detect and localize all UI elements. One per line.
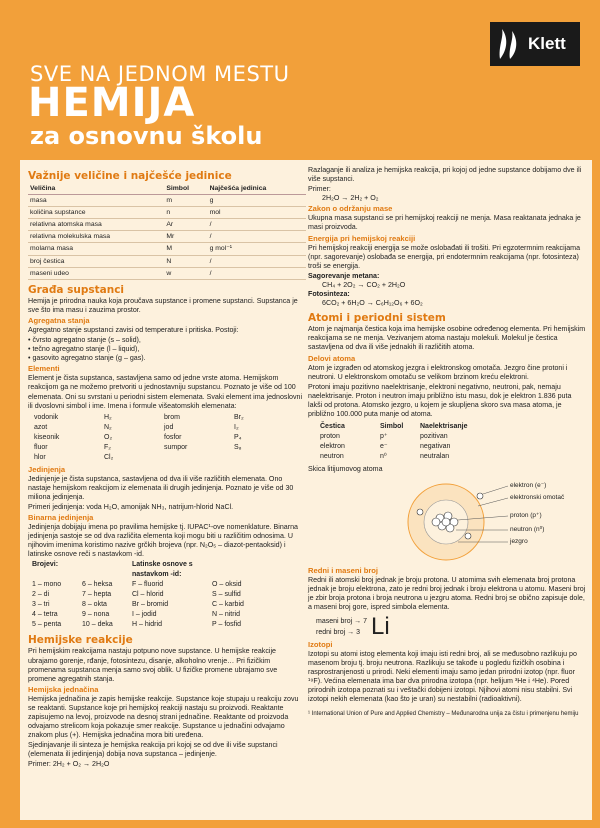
- cell: relativna atomska masa: [28, 219, 164, 231]
- grid-cell: N₂: [104, 423, 112, 431]
- table-row: [28, 231, 306, 243]
- synthesis-text: Sjedinjavanje ili sinteza je hemijska reakcija pri kojoj se od dve ili više supstanci (elemenata ili jedinjenja) dobija nova supstanca – jedinjenje.: [28, 741, 278, 759]
- parts-text-2: Protoni imaju pozitivno naelektrisanje, elektroni negativno, neutroni, pak, nemaju naelektrisanje. Proton i neutron imaju približno istu masu, dok je elektron 1.836 puta lakši od protona. Atomsko jezgro, u kojem je skupljena skoro sva masa atoma, je približno 100.000 puta manje od atoma.: [308, 382, 572, 418]
- parts-title: Delovi atoma: [308, 353, 356, 363]
- cell: proton: [320, 433, 340, 441]
- cell: neutron: [320, 453, 344, 461]
- photosynthesis-label: Fotosinteza:: [308, 290, 350, 299]
- numbers-header: Brojevi:: [32, 561, 59, 569]
- analysis-text: Razlaganje ili analiza je hemijska reakcija, pri kojoj od jedne supstance dobijamo dve ili više supstanci.: [308, 166, 582, 184]
- klett-logo-icon: [490, 22, 528, 66]
- label-neutron: neutron (n⁰): [510, 526, 545, 534]
- cell: S – sulfid: [212, 591, 241, 599]
- cell: masa: [28, 195, 164, 207]
- table-row: [28, 267, 306, 279]
- nuclide-notation: [316, 612, 586, 640]
- energy-title: Energija pri hemijskoj reakciji: [308, 233, 416, 243]
- grid-cell: azot: [34, 423, 48, 431]
- grid-cell: sumpor: [164, 443, 188, 451]
- cell: N: [164, 255, 207, 267]
- units-col-unit: Najčešća jedinica: [208, 183, 306, 195]
- atoms-title: Atomi i periodni sistem: [308, 312, 446, 325]
- elements-grid: [34, 413, 306, 463]
- cell: Br – bromid: [132, 601, 169, 609]
- label-shell: elektronski omotač: [510, 494, 565, 502]
- grid-cell: P₄: [234, 433, 242, 441]
- grid-cell: brom: [164, 413, 180, 421]
- cell: /: [208, 219, 306, 231]
- compounds-title: Jedinjenja: [28, 464, 66, 474]
- label-nucleus: jezgro: [510, 538, 528, 546]
- page-title: HEMIJA: [28, 80, 196, 126]
- atoms-text: Atom je najmanja čestica koja ima hemijske osobine određenog elementa. Pri hemijskim reakcijama se ne menja. Vezivanjem atoma nastaju molekuli. Molekul je čestica sastavljena od dva ili više jednakih ili različitih atoma.: [308, 325, 586, 352]
- equation-title: Hemijska jednačina: [28, 684, 99, 694]
- matter-title: Građa supstanci: [28, 283, 125, 296]
- publisher-logo: [490, 22, 580, 66]
- cell: Cl – hlorid: [132, 591, 164, 599]
- cell: F – fluorid: [132, 581, 164, 589]
- cell: neutralan: [420, 453, 450, 461]
- table-row: [28, 219, 306, 231]
- label-electron: elektron (e⁻): [510, 482, 547, 490]
- cell: H – hidrid: [132, 621, 162, 629]
- cell: broj čestica: [28, 255, 164, 267]
- units-col-symbol: Simbol: [164, 183, 207, 195]
- cell: w: [164, 267, 207, 279]
- cell: 6 – heksa: [82, 581, 113, 589]
- cell: N – nitrid: [212, 611, 241, 619]
- cell: /: [208, 255, 306, 267]
- binary-text: Jedinjenja dobijaju imena po pravilima hemijske tj. IUPAC¹-ove nomenklature. Binarna jedinjenja sastoje se od dva različita elementa koji mogu biti u različitim odnosima. U njihovim imenima koristimo nazive grčkih brojeva (npr. N₂O₅ – diazot-pentaoksid) i latinske osnove reči s nastavkom -id.: [28, 523, 298, 559]
- content-panel: [20, 160, 592, 820]
- cell: relativna molekulska masa: [28, 231, 164, 243]
- logo-text: Klett: [528, 34, 566, 53]
- table-row: [28, 243, 306, 255]
- grid-cell: [234, 453, 294, 463]
- latin-header-blank: [212, 560, 292, 580]
- parts-text-1: Atom je izgrađen od atomskog jezgra i elektronskog omotača. Jezgro čine protoni i neutroni. U elektronskom omotaču se velikom brzinom kreću elektroni.: [308, 363, 568, 381]
- numbers-table: [32, 560, 306, 630]
- equation-text: Hemijska jednačina je zapis hemijske reakcije. Supstance koje stupaju u reakciju zovu se reaktanti. Supstance koje pri hemijskoj reakciji nastaju su proizvodi. Reaktante zapisujemo na levoj, proizvode na desnoj strani jednačine. Reaktante od proizvoda odvajamo strelicom koja pokazuje smer reakcije. Supstance u jednačini odvajamo znakom plus (+). Hemijska jednačina mora biti uređena.: [28, 694, 299, 740]
- synthesis-example: Primer: 2H₂ + O₂ → 2H₂O: [28, 760, 110, 769]
- cell: pozitivan: [420, 433, 448, 441]
- cell: elektron: [320, 443, 345, 451]
- mass-text: Redni ili atomski broj jednak je broju protona. U atomima svih elemenata broj protona jednak je broju elektrona, zato je redni broj jednak i broju elektrona u atomu. Maseni broj je zbir broja protona i broja neutrona u jezgru atoma. Redni broj se obično zapisuje dole, a maseni broj gore, ispred simbola elementa.: [308, 576, 586, 612]
- cell: 3 – tri: [32, 601, 50, 609]
- cell: n: [164, 207, 207, 219]
- cell: 8 – okta: [82, 601, 107, 609]
- elements-title: Elementi: [28, 364, 60, 374]
- conservation-text: Ukupna masa supstanci se pri hemijskoj reakciji ne menja. Masa reaktanata jednaka je masi proizvoda.: [308, 214, 581, 232]
- grid-cell: hlor: [34, 453, 46, 461]
- label-proton: proton (p⁺): [510, 512, 542, 520]
- page-subtitle: za osnovnu školu: [30, 122, 263, 150]
- numbers-header-blank: [82, 560, 132, 580]
- particles-table: [320, 422, 586, 462]
- grid-cell: fosfor: [164, 433, 182, 441]
- cell: količina supstance: [28, 207, 164, 219]
- nuclide-symbol: Li: [370, 612, 390, 640]
- cell: p⁺: [380, 433, 388, 441]
- combustion-equation: CH₄ + 2O₂ → CO₂ + 2H₂O: [322, 280, 406, 289]
- combustion-label: Sagorevanje metana:: [308, 271, 380, 280]
- left-column: [28, 166, 306, 771]
- cell: M: [164, 243, 207, 255]
- reactions-text: Pri hemijskim reakcijama nastaju potpuno nove supstance. U hemijske reakcije ubrajamo gorenje, rđanje, fotosintezu, disanje, alkoholno vrenje… Pri fizičkim promenama supstanca menja samo svoj oblik. U fizičke promene ubrajamo sve promene agregatnih stanja.: [28, 647, 278, 683]
- cell: g mol⁻¹: [208, 243, 306, 255]
- grid-cell: [164, 453, 234, 463]
- isotopes-text: Izotopi su atomi istog elementa koji imaju isti redni broj, ali se međusobno razlikuju po masenom broju tj. broju neutrona. Razlikuju se takođe u pogledu fizičkih osobina i rasprostranjenosti u prirodi. Neki elementi imaju samo jedan prirodni izotop (npr. fluor ¹⁹F). Većina elemenata ima bar dva prirodna izotopa (npr. helijum ³He i ⁴He). Pored prirodnih izotopa poznati su i veštački dobijeni izotopi. Njihovi atomi nisu stabilni. Svi izotopi nekih elemenata (kao što je uran) su nestabilni (radioaktivni).: [308, 649, 577, 703]
- mass-number-label: maseni broj → 7: [316, 617, 367, 625]
- header: [0, 0, 600, 160]
- footnote: ¹ International Union of Pure and Applied Chemistry – Međunarodna unija za čistu i primenjenu hemiju: [308, 711, 579, 718]
- cell: Mr: [164, 231, 207, 243]
- cell: g: [208, 195, 306, 207]
- cell: /: [208, 231, 306, 243]
- kicker: SVE NA JEDNOM MESTU: [30, 62, 290, 86]
- lithium-atom-diagram: [308, 476, 586, 564]
- table-row: [28, 207, 306, 219]
- binary-title: Binarna jedinjenja: [28, 513, 94, 523]
- particles-col-charge: Naelektrisanje: [420, 423, 468, 431]
- nuclide-labels: [316, 616, 367, 638]
- elements-text: Element je čista supstanca, sastavljena samo od jedne vrste atoma. Hemijskom reakcijom ga ne možemo pretvoriti u jednostavniju supstancu. Poznato je više od 100 elemenata. Oni su svrstani u periodni sistem elemenata. Svaki element ima jednoslovni ili dvoslovni simbol i ime. Imena i formule višeatomskih elemenata:: [28, 374, 303, 410]
- compounds-examples: Primeri jedinjenja: voda H₂O, amonijak NH₃, natrijum-hlorid NaCl.: [28, 502, 234, 511]
- grid-cell: I₂: [234, 423, 239, 431]
- grid-cell: O₂: [104, 433, 113, 441]
- grid-cell: Br₂: [234, 413, 244, 421]
- matter-text: Hemija je prirodna nauka koja proučava supstance i promene supstanci. Supstanca je sve što ima masu i zauzima prostor.: [28, 296, 298, 314]
- cell: C – karbid: [212, 601, 244, 609]
- particles-col-symbol: Simbol: [380, 423, 404, 431]
- diagram-caption: Skica litijumovog atoma: [308, 465, 383, 474]
- cell: m: [164, 195, 207, 207]
- grid-cell: vodonik: [34, 413, 59, 421]
- cell: maseni udeo: [28, 267, 164, 279]
- cell: /: [208, 267, 306, 279]
- cell: mol: [208, 207, 306, 219]
- cell: n⁰: [380, 453, 387, 461]
- reactions-title: Hemijske reakcije: [28, 634, 133, 647]
- cell: 1 – mono: [32, 581, 62, 589]
- particles-col-particle: Čestica: [320, 423, 345, 431]
- cell: e⁻: [380, 443, 388, 451]
- photosynthesis-equation: 6CO₂ + 6H₂O → C₆H₁₂O₆ + 6O₂: [322, 299, 423, 308]
- grid-cell: S₈: [234, 443, 242, 451]
- analysis-equation: 2H₂O → 2H₂ + O₂: [322, 194, 379, 203]
- atomic-number-label: redni broj → 3: [316, 628, 360, 636]
- cell: I – jodid: [132, 611, 157, 619]
- cell: 2 – di: [32, 591, 50, 599]
- cell: 7 – hepta: [82, 591, 112, 599]
- isotopes-title: Izotopi: [308, 639, 333, 649]
- grid-cell: H₂: [104, 413, 112, 421]
- grid-cell: Cl₂: [104, 453, 114, 461]
- units-table: [28, 183, 306, 280]
- cell: 10 – deka: [82, 621, 113, 629]
- list-item: • gasovito agregatno stanje (g – gas).: [28, 354, 146, 363]
- cell: 4 – tetra: [32, 611, 58, 619]
- grid-cell: fluor: [34, 443, 48, 451]
- table-row: [28, 255, 306, 267]
- energy-text: Pri hemijskoj reakciji energija se može oslobađati ili trošiti. Pri egzotermnim reakcijama (npr. sagorevanje) oslobađa se energija, pri endotermnim reakcijama (npr. fotosinteza) troši se energija.: [308, 243, 581, 270]
- states-title: Agregatna stanja: [28, 315, 90, 325]
- cell: Ar: [164, 219, 207, 231]
- grid-cell: F₂: [104, 443, 111, 451]
- units-title: Važnije veličine i najčešće jedinice: [28, 170, 232, 182]
- grid-cell: kiseonik: [34, 433, 60, 441]
- cell: negativan: [420, 443, 451, 451]
- analysis-example-label: Primer:: [308, 185, 331, 194]
- list-item: • tečno agregatno stanje (l – liquid),: [28, 345, 140, 354]
- conservation-title: Zakon o održanju mase: [308, 204, 393, 214]
- list-item: • čvrsto agregatno stanje (s – solid),: [28, 336, 141, 345]
- cell: O – oksid: [212, 581, 242, 589]
- cell: 9 – nona: [82, 611, 110, 619]
- cell: 5 – penta: [32, 621, 62, 629]
- cell: molarna masa: [28, 243, 164, 255]
- compounds-text: Jedinjenje je čista supstanca, sastavljena od dva ili više različitih elemenata. Ono nastaje hemijskom reakcijom iz elemenata ili drugih jedinjenja. Poznato je više od 30 miliona jedinjenja.: [28, 474, 294, 501]
- right-column: [308, 166, 586, 718]
- cell: P – fosfid: [212, 621, 242, 629]
- table-row: [28, 195, 306, 207]
- latin-header: Latinske osnove s nastavkom -id:: [132, 561, 193, 579]
- states-text: Agregatno stanje supstanci zavisi od temperature i pritiska. Postoji:: [28, 325, 239, 334]
- units-col-quantity: Veličina: [28, 183, 164, 195]
- mass-title: Redni i maseni broj: [308, 566, 379, 576]
- grid-cell: jod: [164, 423, 174, 431]
